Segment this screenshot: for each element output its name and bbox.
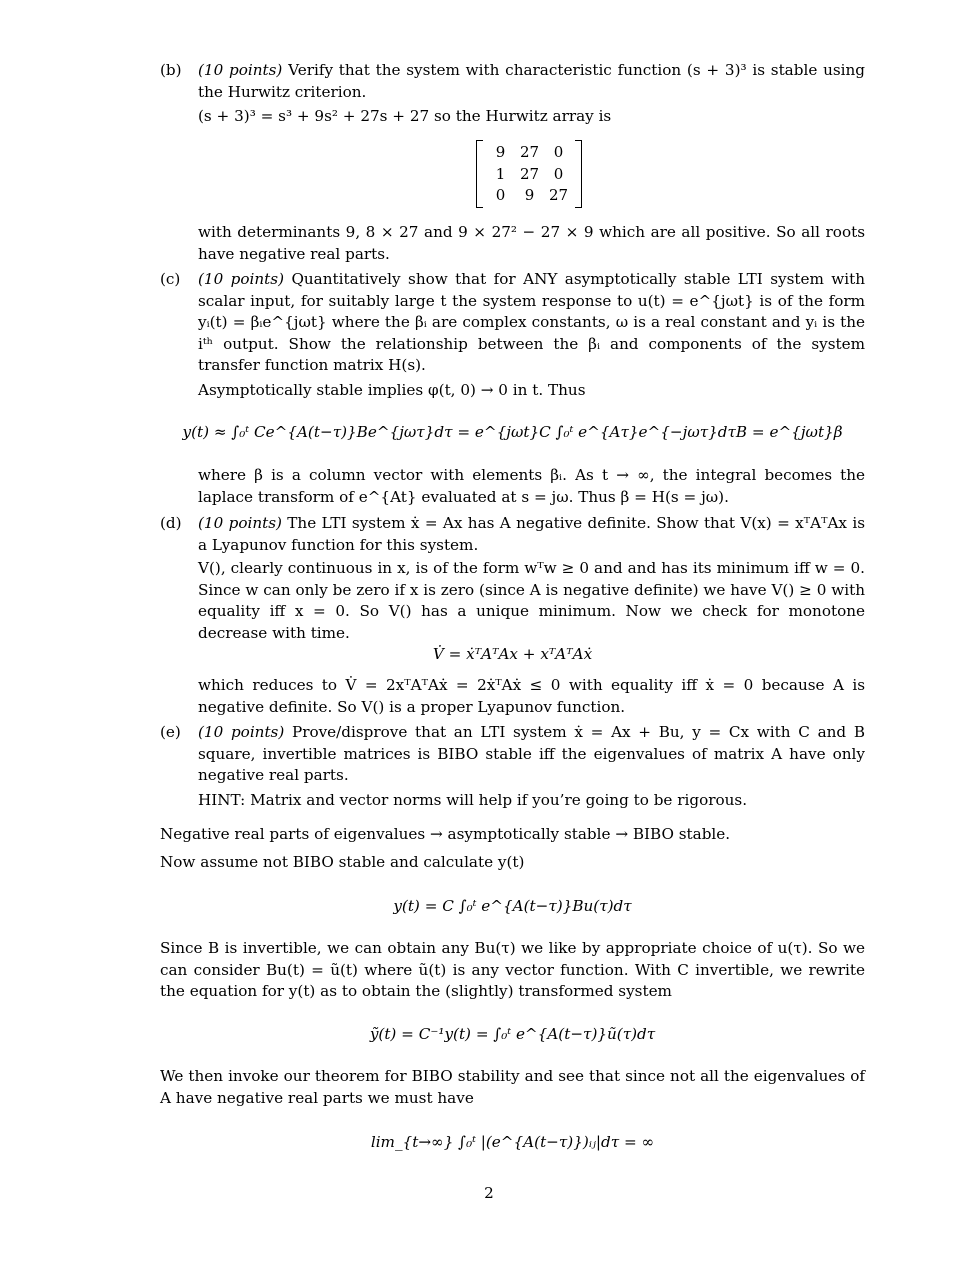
problem-label: (b) bbox=[160, 61, 182, 79]
answer-paragraph: V(), clearly continuous in x, is of the form wᵀw ≥ 0 and and has its minimum iff w = 0. Since w can only be zero if x is zero (since A is negative definite) we have V() ≥ 0 with equality iff x = 0. So V() has a unique minimum. Now we check for monotone decrease with time. bbox=[198, 559, 865, 642]
proof-paragraph: We then invoke our theorem for BIBO stability and see that since not all the eigenvalues of A have negative real parts we must have bbox=[160, 1067, 865, 1107]
problem-statement: (10 points) Quantitatively show that for ANY asymptotically stable LTI system with scalar input, for suitably large t the system response to u(t) = e^{jωt} is of the form yᵢ(t) = βᵢe^{jωt} where the βᵢ are complex constants, ω is a real constant and yᵢ is the iᵗʰ output. Show the relationship between the βᵢ and components of the system transfer function matrix H(s). bbox=[198, 270, 866, 374]
answer-conclusion: where β is a column vector with elements βᵢ. As t → ∞, the integral becomes the laplace transform of e^{At} evaluated at s = jω. Thus β = H(s = jω). bbox=[198, 466, 865, 506]
problem-statement: (10 points) Prove/disprove that an LTI system ẋ = Ax + Bu, y = Cx with C and B square, invertible matrices is BIBO stable iff the eigenvalues of matrix A have only negative real parts. bbox=[198, 723, 865, 784]
matrix-cell: 27 bbox=[519, 164, 540, 183]
proof-paragraph: Negative real parts of eigenvalues → asymptotically stable → BIBO stable. bbox=[160, 825, 731, 843]
matrix-cell: 27 bbox=[519, 143, 540, 161]
answer-line: Asymptotically stable implies φ(t, 0) → 0 in t. Thus bbox=[198, 381, 586, 399]
matrix-cell: 0 bbox=[495, 186, 506, 204]
equation: V̇ = ẋᵀAᵀAx + xᵀAᵀAẋ bbox=[432, 645, 593, 663]
matrix-table bbox=[486, 142, 573, 207]
problem-label: (c) bbox=[160, 270, 181, 288]
matrix-cell: 27 bbox=[548, 186, 569, 204]
equation: lim_{t→∞} ∫₀ᵗ |(e^{A(t−τ)})ᵢⱼ|dτ = ∞ bbox=[370, 1133, 655, 1151]
problem-e bbox=[160, 722, 865, 787]
matrix-cell: 0 bbox=[553, 164, 564, 183]
answer-conclusion: with determinants 9, 8 × 27 and 9 × 27² − 27 × 9 which are all positive. So all roots have negative real parts. bbox=[198, 223, 865, 263]
answer-line: (s + 3)³ = s³ + 9s² + 27s + 27 so the Hurwitz array is bbox=[198, 107, 612, 125]
problem-label: (d) bbox=[160, 514, 182, 532]
problem-d bbox=[160, 513, 865, 556]
proof-paragraph: Since B is invertible, we can obtain any Bu(τ) we like by appropriate choice of u(τ). So we can consider Bu(t) = ũ(t) where ũ(t) is any vector function. With C invertible, we rewrite the equation for y(t) as to obtain the (slightly) transformed system bbox=[160, 939, 865, 1000]
hint-line: HINT: Matrix and vector norms will help if you’re going to be rigorous. bbox=[198, 791, 748, 809]
matrix-cell: 9 bbox=[524, 186, 535, 204]
problem-label: (e) bbox=[160, 723, 181, 741]
matrix-cell: 9 bbox=[495, 143, 506, 161]
matrix-cell: 0 bbox=[553, 143, 564, 161]
equation: ỹ(t) = C⁻¹y(t) = ∫₀ᵗ e^{A(t−τ)}ũ(τ)dτ bbox=[369, 1025, 656, 1043]
problem-c bbox=[160, 269, 865, 377]
equation: y(t) = C ∫₀ᵗ e^{A(t−τ)}Bu(τ)dτ bbox=[393, 897, 632, 915]
matrix-cell: 1 bbox=[495, 164, 506, 183]
problem-b bbox=[160, 60, 865, 103]
page-number: 2 bbox=[484, 1184, 494, 1202]
proof-paragraph: Now assume not BIBO stable and calculate y(t) bbox=[160, 853, 525, 871]
problem-statement: (10 points) Verify that the system with characteristic function (s + 3)³ is stable using the Hurwitz criterion. bbox=[198, 61, 866, 101]
equation: y(t) ≈ ∫₀ᵗ Ce^{A(t−τ)}Be^{jωτ}dτ = e^{jωt}C ∫₀ᵗ e^{Aτ}e^{−jωτ}dτB = e^{jωt}β bbox=[182, 423, 843, 441]
problem-statement: (10 points) The LTI system ẋ = Ax has A negative definite. Show that V(x) = xᵀAᵀAx is a Lyapunov function for this system. bbox=[198, 514, 865, 554]
left-bracket bbox=[476, 140, 483, 208]
hurwitz-matrix bbox=[476, 140, 582, 206]
answer-conclusion: which reduces to V̇ = 2xᵀAᵀAẋ = 2ẋᵀAẋ ≤ 0 with equality iff ẋ = 0 because A is negative definite. So V() is a proper Lyapunov function. bbox=[198, 676, 865, 716]
right-bracket bbox=[575, 140, 582, 208]
